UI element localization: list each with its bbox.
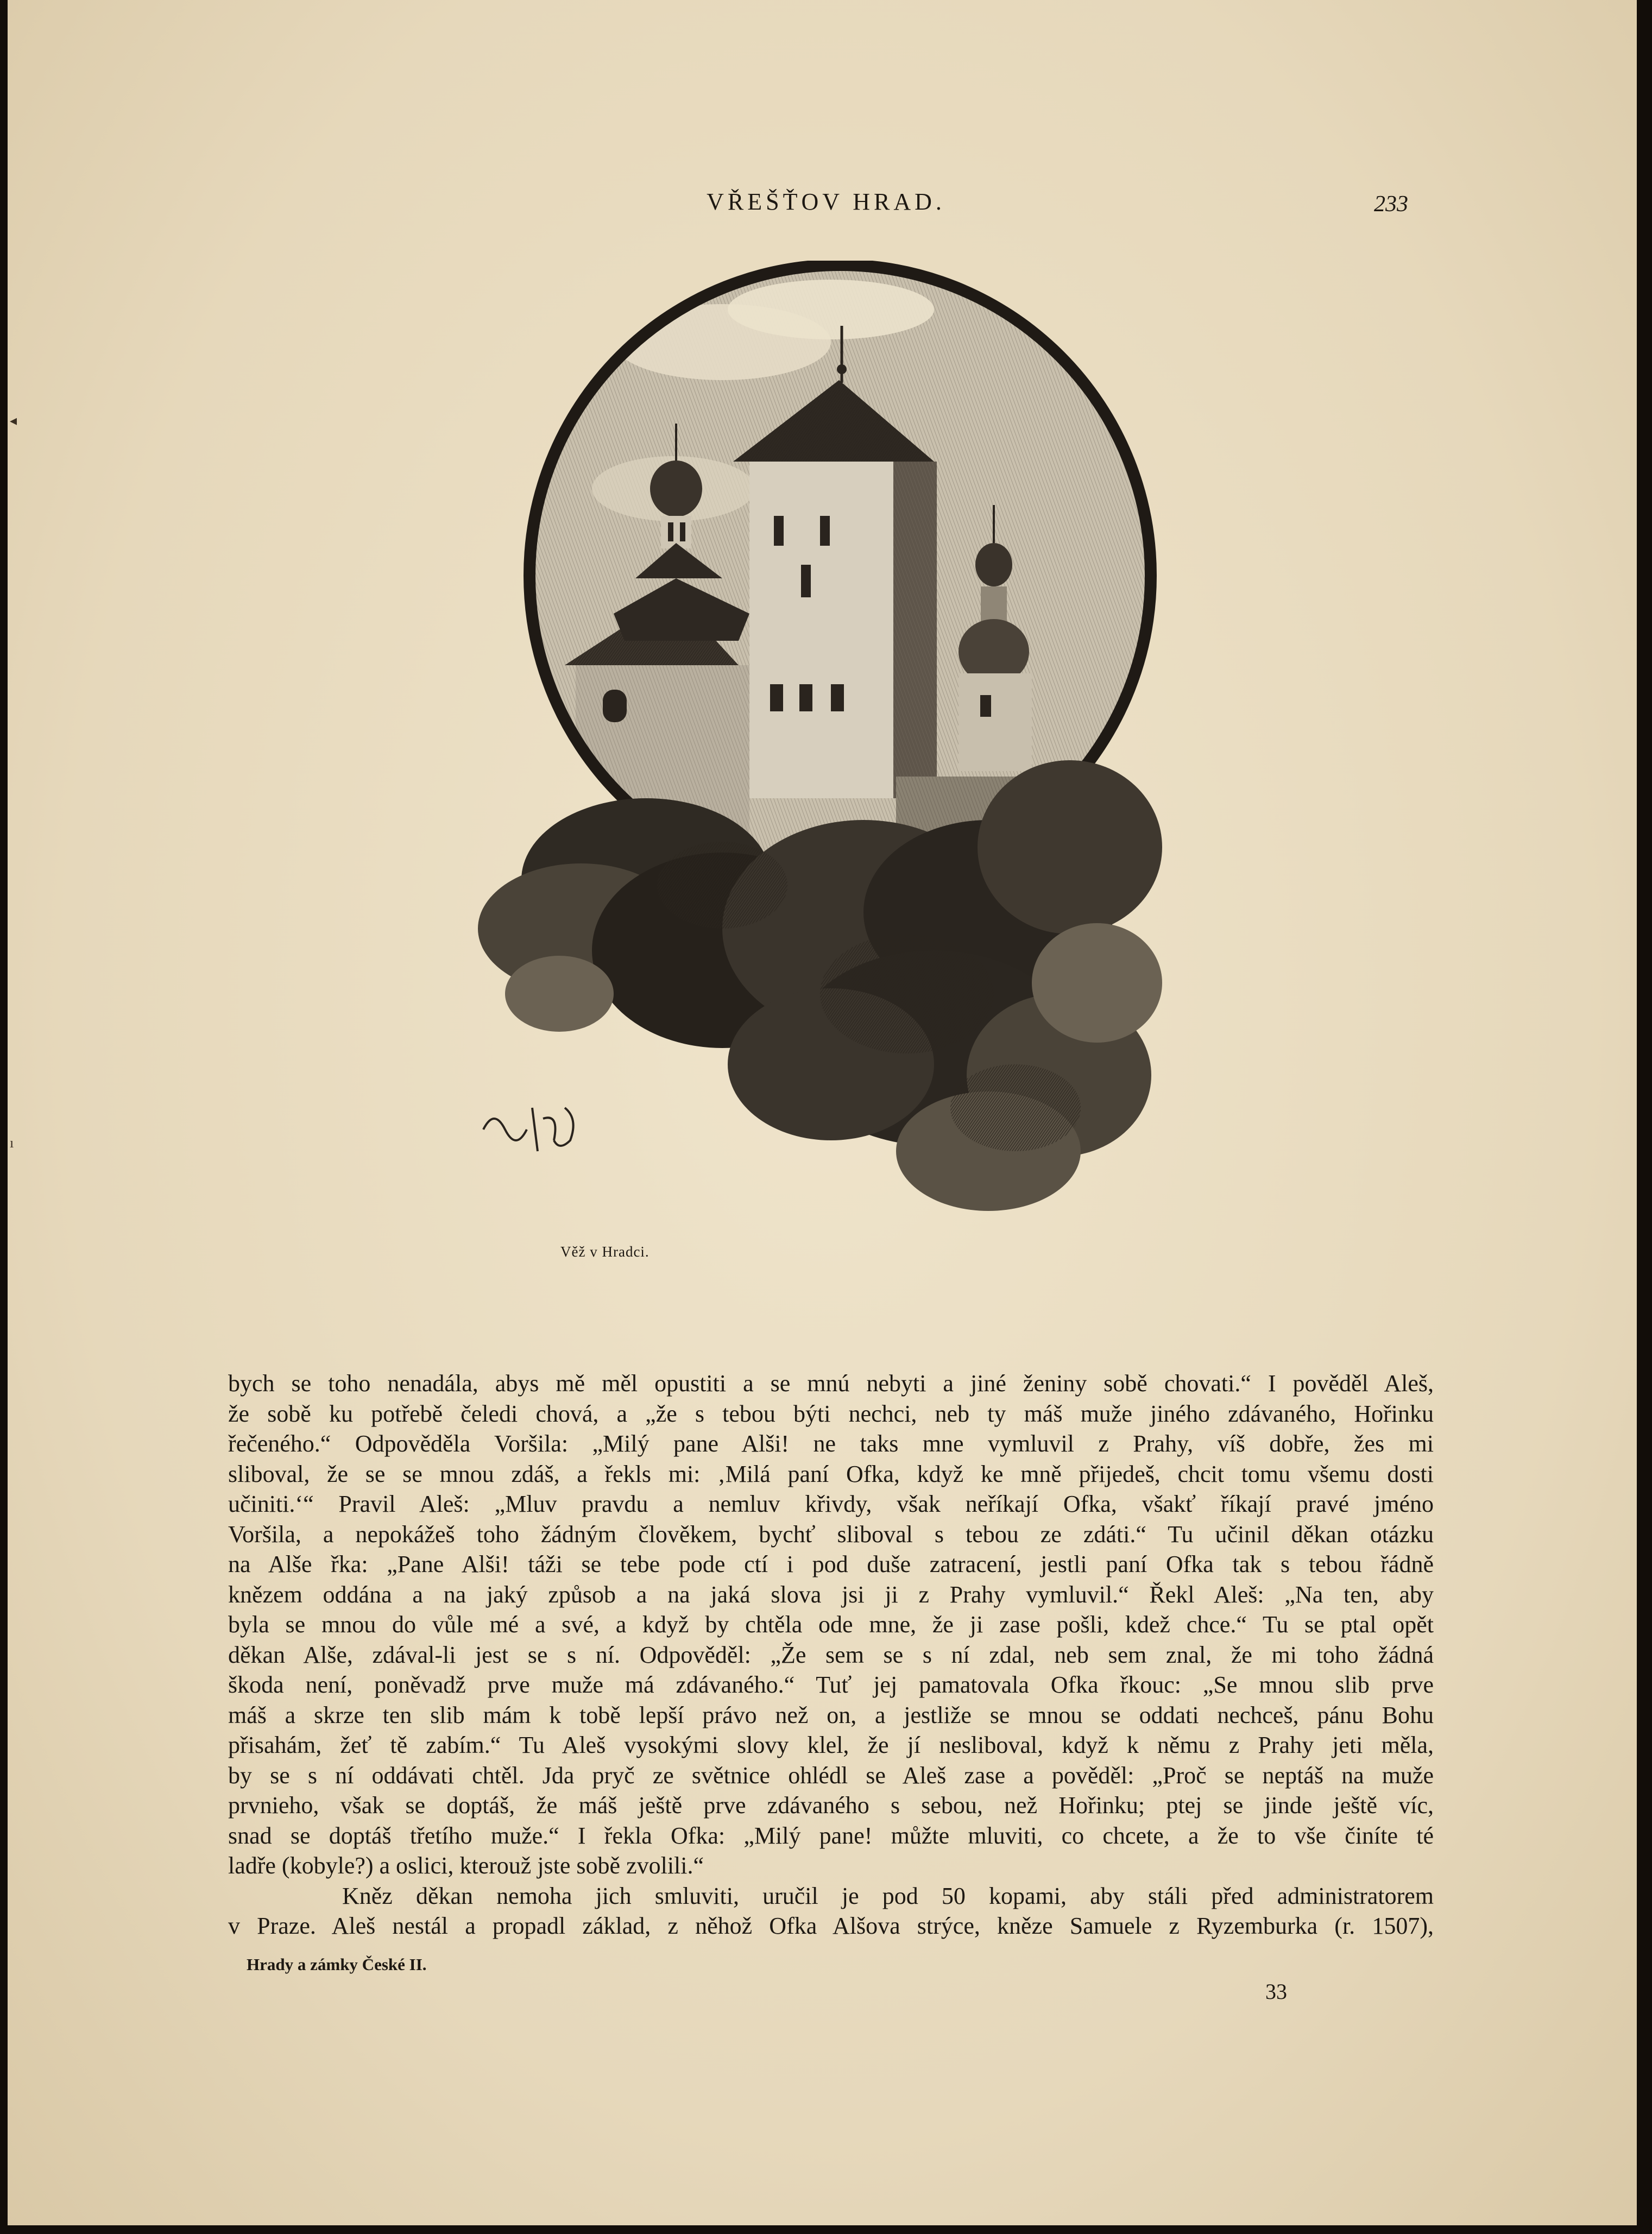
text-line: by se s ní oddávati chtěl. Jda pryč ze světnice ohlédl se Aleš zase a pověděl: „Proč se neptáš na muže (228, 1762, 1434, 1789)
text-line: ladře (kobyle?) a oslici, kterouž jste sobě zvolili.“ (228, 1852, 704, 1879)
text-line: učiniti.‘“ Pravil Aleš: „Mluv pravdu a nemluv křivdy, však neříkají Ofka, všakť říkají pravé jméno (228, 1491, 1434, 1517)
text-line: na Alše řka: „Pane Alši! táži se tebe pode ctí i pod duše zatracení, jestli paní Ofka tak s tebou řádně (228, 1551, 1434, 1577)
text-line: byla se mnou do vůle mé a své, a když by chtěla ode mne, že ji zase pošli, kdež chce.“ Tu se ptal opět (228, 1611, 1434, 1638)
figure-caption: Věž v Hradci. (560, 1244, 650, 1260)
text-line: snad se doptáš třetího muže.“ I řekla Ofka: „Milý pane! můžte mluviti, co chcete, a že to vše činíte té (228, 1822, 1434, 1849)
margin-mark: ı (10, 1135, 14, 1151)
text-line: že sobě ku potřebě čeledi chová, a „že s tebou býti nechci, neb ty máš muže jiného zdávaného, Hořinku (228, 1400, 1434, 1427)
foliage (478, 760, 1162, 1211)
scan-edge-bottom (0, 2225, 1652, 2234)
text-line: děkan Alše, zdával-li jest se s ní. Odpověděl: „Že sem se s ní zdal, neb sem znal, že mi toho žádná (228, 1641, 1434, 1668)
engraving-castle-tower-icon (418, 261, 1260, 1309)
text-line: prvnieho, však se doptáš, že máš ještě prve zdávaného s sebou, než Hořinku; ptej se jinde ještě víc, (228, 1792, 1434, 1819)
running-head: VŘEŠŤOV HRAD. (707, 188, 945, 215)
text-line: bych se toho nenadála, abys mě měl opustiti a se mnú nebyti a jiné ženiny sobě chovati.“ I pověděl Aleš, (228, 1370, 1434, 1397)
text-line: řečeného.“ Odpověděla Voršila: „Milý pane Alši! ne taks mne vymluvil z Prahy, víš dobře, žes mi (228, 1430, 1434, 1457)
body-text (228, 1368, 1434, 1941)
text-line: knězem oddána a na jaký způsob a na jaká slova jsi ji z Prahy vymluvil.“ Řekl Aleš: „Na ten, aby (228, 1581, 1434, 1608)
scan-edge-left (0, 0, 8, 2234)
margin-mark: ◂ (10, 413, 17, 428)
text-line: v Praze. Aleš nestál a propadl základ, z něhož Ofka Alšova strýce, kněze Samuele z Ryzemburka (r. 1507), (228, 1913, 1434, 1939)
signature-mark: 33 (1265, 1979, 1287, 2004)
page-number: 233 (1374, 192, 1408, 217)
artist-monogram (483, 1108, 573, 1151)
text-line: sliboval, že se se mnou zdáš, a řekls mi: ‚Milá paní Ofka, když ke mně přijedeš, chcit tomu všemu dosti (228, 1460, 1434, 1487)
text-line: máš a skrze ten slib mám k tobě lepší právo než on, a jestliže se mnou se oddati nechceš, pánu Bohu (228, 1701, 1434, 1728)
text-line: přisahám, žeť tě zabím.“ Tu Aleš vysokými slovy klel, že jí nesliboval, když k němu z Prahy jeti měla, (228, 1732, 1434, 1758)
footer-book-title: Hrady a zámky České II. (247, 1955, 427, 1974)
text-line: Kněz děkan nemoha jich smluviti, uručil je pod 50 kopami, aby stáli před administratorem (342, 1882, 1434, 1909)
scan-edge-right (1637, 0, 1652, 2234)
text-line: Voršila, a nepokážeš toho žádným člověkem, bychť sliboval s tebou ze zdáti.“ Tu učinil děkan otázku (228, 1520, 1434, 1548)
text-line: škoda není, poněvadž prve muže má zdávaného.“ Tuť jej pamatovala Ofka řkouc: „Se mnou slib prve (228, 1671, 1434, 1698)
